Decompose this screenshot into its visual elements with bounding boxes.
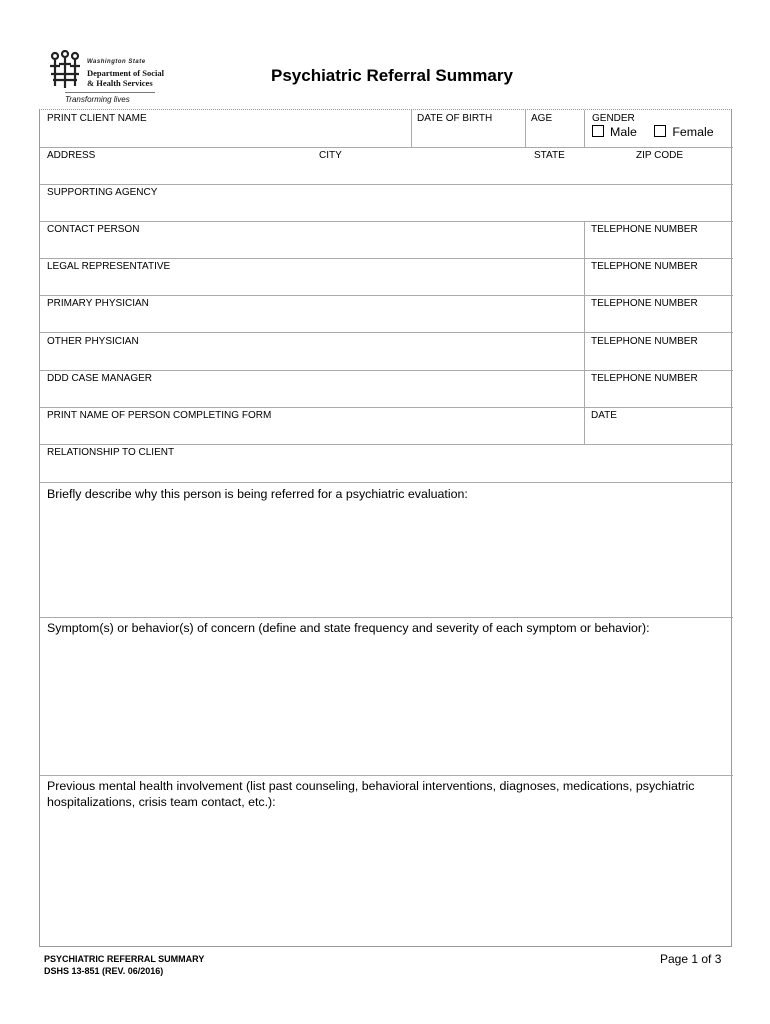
state-field[interactable]: STATE — [534, 150, 565, 161]
form-footer — [44, 953, 204, 977]
logo-divider — [65, 92, 155, 93]
date-field[interactable]: DATE — [591, 410, 617, 421]
footer-form-name: PSYCHIATRIC REFERRAL SUMMARY — [44, 954, 205, 964]
history-area[interactable] — [42, 816, 730, 944]
footer-form-id: DSHS 13-851 (REV. 06/2016) — [44, 966, 164, 976]
divider — [40, 482, 733, 483]
divider — [584, 110, 585, 147]
referral-reason-prompt: Briefly describe why this person is being referred for a psychiatric evaluation: — [47, 487, 468, 501]
symptoms-area[interactable] — [42, 640, 730, 772]
gender-options — [592, 125, 728, 139]
contact-telephone-field[interactable]: TELEPHONE NUMBER — [591, 224, 698, 235]
referral-reason-area[interactable] — [42, 506, 730, 614]
zip-field[interactable]: ZIP CODE — [636, 150, 684, 161]
logo-dept-line2: & Health Services — [87, 78, 153, 88]
divider — [40, 617, 733, 618]
divider — [40, 221, 733, 222]
legal-rep-field[interactable]: LEGAL REPRESENTATIVE — [47, 261, 171, 272]
supporting-agency-field[interactable]: SUPPORTING AGENCY — [47, 187, 158, 198]
contact-person-field[interactable]: CONTACT PERSON — [47, 224, 140, 235]
gender-option-male[interactable]: Male — [592, 125, 637, 139]
divider — [40, 444, 733, 445]
logo-tagline: Transforming lives — [65, 95, 130, 104]
gender-label: GENDER — [592, 113, 635, 124]
city-field[interactable]: CITY — [319, 150, 342, 161]
address-field[interactable]: ADDRESS — [47, 150, 96, 161]
divider — [584, 221, 585, 444]
document-title: Psychiatric Referral Summary — [271, 66, 513, 85]
female-checkbox[interactable] — [654, 125, 666, 137]
history-prompt: Previous mental health involvement (list past counseling, behavioral interventions, diagnoses, medications, psychiatric hospitalizations, crisis team contact, etc.): — [47, 779, 695, 809]
age-field[interactable]: AGE — [531, 113, 553, 124]
client-name-field[interactable]: PRINT CLIENT NAME — [47, 113, 147, 124]
referral-form — [39, 109, 732, 947]
symptoms-prompt: Symptom(s) or behavior(s) of concern (define and state frequency and severity of each symptom or behavior): — [47, 621, 650, 635]
primary-physician-telephone-field[interactable]: TELEPHONE NUMBER — [591, 298, 698, 309]
dob-field[interactable]: DATE OF BIRTH — [417, 113, 493, 124]
divider — [40, 407, 733, 408]
dshs-logo — [45, 48, 164, 110]
male-checkbox[interactable] — [592, 125, 604, 137]
divider — [40, 295, 733, 296]
divider — [525, 110, 526, 147]
case-manager-telephone-field[interactable]: TELEPHONE NUMBER — [591, 373, 698, 384]
logo-state-text: Washington State — [87, 59, 146, 65]
people-logo-icon — [47, 50, 83, 90]
legal-rep-telephone-field[interactable]: TELEPHONE NUMBER — [591, 261, 698, 272]
divider — [40, 258, 733, 259]
divider — [40, 147, 733, 148]
logo-dept-line1: Department of Social — [87, 68, 164, 78]
ddd-case-manager-field[interactable]: DDD CASE MANAGER — [47, 373, 153, 384]
other-physician-telephone-field[interactable]: TELEPHONE NUMBER — [591, 336, 698, 347]
primary-physician-field[interactable]: PRIMARY PHYSICIAN — [47, 298, 149, 309]
relationship-field[interactable]: RELATIONSHIP TO CLIENT — [47, 447, 175, 458]
divider — [40, 332, 733, 333]
divider — [40, 184, 733, 185]
completed-by-field[interactable]: PRINT NAME OF PERSON COMPLETING FORM — [47, 410, 272, 421]
other-physician-field[interactable]: OTHER PHYSICIAN — [47, 336, 139, 347]
divider — [411, 110, 412, 147]
page-number: Page 1 of 3 — [660, 952, 722, 966]
divider — [40, 370, 733, 371]
divider — [40, 775, 733, 776]
gender-option-female[interactable]: Female — [654, 125, 713, 139]
